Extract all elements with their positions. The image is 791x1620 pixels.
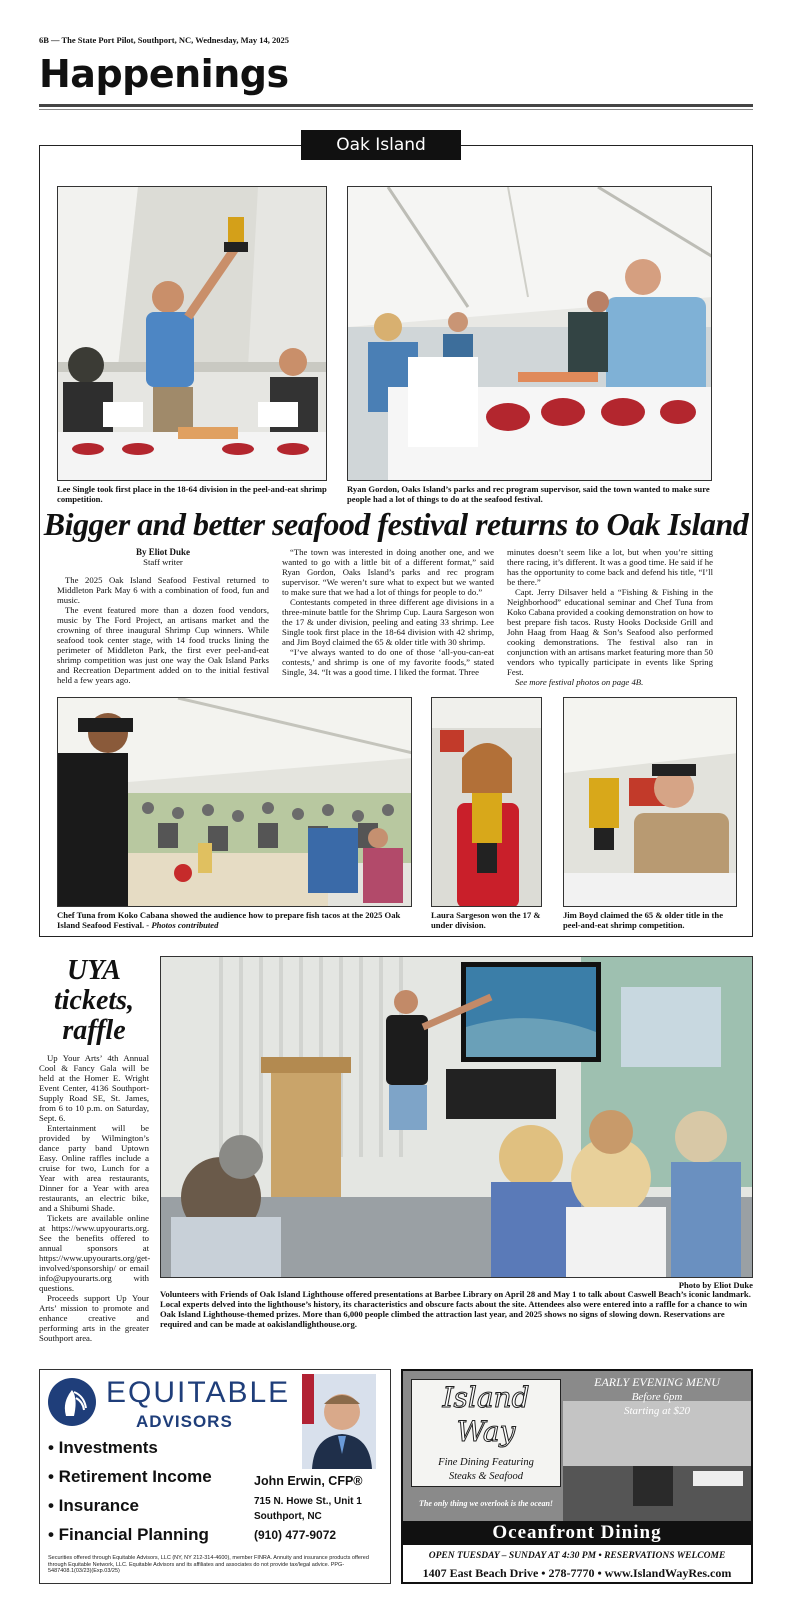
island-way-tag2: Steaks & Seafood: [448, 1471, 524, 1482]
story-headline: Bigger and better seafood festival returns to Oak Island: [43, 506, 749, 542]
island-way-slogan: The only thing we overlook is the ocean!: [419, 1499, 553, 1508]
caption-chef-text: Chef Tuna from Koko Cabana showed the audience how to prepare fish tacos at the 2025 Oak Island Seafood Festival.: [57, 910, 401, 930]
oceanfront-banner: Oceanfront Dining: [403, 1521, 751, 1545]
island-way-logo-line1: Island: [442, 1381, 530, 1414]
photo-jim-boyd: [563, 697, 737, 907]
caption-lee-single: Lee Single took first place in the 18-64 division in the peel-and-eat shrimp competition.: [57, 484, 327, 504]
advisor-portrait: [302, 1374, 376, 1469]
paragraph: “I’ve always wanted to do one of those ‘all-you-can-eat contests,’ and shrimp is one of my favorite foods,” stated Single, 34. “It was a good time. I liked the format. Three: [282, 647, 494, 677]
caption-laura: Laura Sargeson won the 17 & under division.: [431, 910, 541, 930]
article-column-2: [282, 547, 494, 677]
uya-headline: UYA tickets, raffle: [53, 955, 135, 1046]
equitable-logo-icon: [48, 1378, 96, 1426]
advisor-name: John Erwin, CFP®: [254, 1474, 363, 1488]
bullet-insurance: • Insurance: [48, 1496, 139, 1515]
paragraph: Entertainment will be provided by Wilmington’s dance party band Uptown Easy. Online raffles include a cruise for two, Lunch for a Year with area restaurants, Dinner for a Year with area restaurants, an electric bike, and a Shibumi Shade.: [39, 1123, 149, 1213]
byline-role: Staff writer: [143, 557, 183, 567]
photo-credit: - Photos contributed: [144, 920, 219, 930]
section-tag: Oak Island: [301, 130, 461, 160]
article-column-3: [507, 547, 713, 687]
byline: By Eliot Duke: [135, 547, 190, 557]
paragraph: The event featured more than a dozen food vendors, music by The Ford Project, an artisans market and the crowning of three inaugural Shrimp Cup winners. While seafood took center stage, with 14 food trucks lining the perimeter of Middleton Park, the first ever peel-and-eat shrimp competition was just one way the Oak Island Parks and Recreation Department added on to the initial festival held a few years ago.: [57, 605, 269, 685]
advisor-address-2: Southport, NC: [254, 1511, 322, 1522]
island-way-contact[interactable]: 1407 East Beach Drive • 278-7770 • www.IslandWayRes.com: [422, 1566, 732, 1580]
paragraph: minutes doesn’t seem like a lot, but when you’re sitting there racing, it’s different. It was a good time. He said if he has the opportunity to come back and defend his title, “I’ll be there.”: [507, 547, 713, 587]
equitable-sub: ADVISORS: [136, 1412, 233, 1431]
photo-chef-tuna: [57, 697, 412, 907]
early-menu-line1: Before 6pm: [631, 1391, 683, 1403]
ad-island-way[interactable]: [401, 1369, 753, 1584]
paragraph: “The town was interested in doing another one, and we wanted to go with a little bit of a different format,” said Ryan Gordon, Oaks Island’s parks and rec program supervisor. “We weren’t sure what to expect but we wanted to make sure that we had a lot of things for people to do.”: [282, 547, 494, 597]
island-way-tag1: Fine Dining Featuring: [438, 1457, 534, 1468]
ad-equitable[interactable]: [39, 1369, 391, 1584]
paragraph: Tickets are available online at https://www.upyourarts.org. See the benefits offered to annual sponsors at https://www.upyourarts.org/get-involved/sponsorship/ or email info@upyourarts.org with questions.: [39, 1213, 151, 1293]
photo-lighthouse-presentation: [160, 956, 753, 1278]
see-more-link[interactable]: See more festival photos on page 4B.: [515, 677, 644, 687]
bullet-retirement: • Retirement Income: [48, 1467, 212, 1486]
paragraph: Contestants competed in three different age divisions in a three-minute battle for the Shrimp Cup. Laura Sargeson won the 17 & under division, peeling and eating 33 shrimp. Lee Single took first place in the 18-64 division with 42 shrimp, and Jim Boyd claimed the 65 & older title with 30 shrimp.: [282, 597, 494, 647]
folio-line: 6B — The State Port Pilot, Southport, NC, Wednesday, May 14, 2025: [39, 35, 289, 45]
header-rule-thin: [39, 109, 753, 110]
bullet-investments: • Investments: [48, 1438, 158, 1457]
advisor-address-1: 715 N. Howe St., Unit 1: [254, 1496, 362, 1507]
uya-article: [39, 1053, 149, 1343]
photo-tent-competition: [347, 186, 712, 481]
ad-disclaimer: Securities offered through Equitable Advisors, LLC (NY, NY 212-314-4600), member FINRA. Annuity and insurance products offered through Equitable Network, LLC. Equitable Advisors and its affiliates and associates do not provide tax/legal advice. PPG-5487408.1(03/23)(Exp.03/25): [48, 1555, 369, 1574]
early-menu-title: EARLY EVENING MENU: [594, 1375, 720, 1389]
paragraph: Up Your Arts’ 4th Annual Cool & Fancy Gala will be held at the Homer E. Wright Event Center, 4136 Southport-Supply Road SE, St. James, from 6 to 10 p.m. on Saturday, Sept. 6.: [39, 1053, 149, 1123]
early-menu-line2: Starting at $20: [623, 1405, 690, 1417]
paragraph: Proceeds support Up Your Arts’ mission to promote and enhance creative and performing arts in the greater Southport area.: [39, 1293, 149, 1343]
paragraph: The 2025 Oak Island Seafood Festival returned to Middleton Park May 6 with a combination of food, fun and music.: [57, 575, 269, 605]
equitable-brand: EQUITABLE: [106, 1376, 291, 1409]
photo-credit-lighthouse: Photo by Eliot Duke: [678, 1280, 753, 1290]
caption-jim: Jim Boyd claimed the 65 & older title in the peel-and-eat shrimp competition.: [563, 910, 724, 930]
island-way-logo-line2: Way: [456, 1415, 516, 1448]
caption-chef-tuna: [57, 910, 412, 930]
paragraph: Capt. Jerry Dilsaver held a “Fishing & Fishing in the Neighborhood” educational seminar and Chef Tuna from Koko Cabana provided a cooking demonstration on how to best prepare fish tacos. Rusty Hooks Dockside Grill and John Haag from Haag & Son’s Seafood also performed cooking demonstrations. The festival also ran in conjunction with an artisans market featuring more than 50 vendors who typically participate in events like Spring Fest.: [507, 587, 713, 677]
bullet-financial-planning: • Financial Planning: [48, 1525, 209, 1544]
caption-ryan-gordon: Ryan Gordon, Oaks Island’s parks and rec program supervisor, said the town wanted to make sure people had a lot of things to do at the seafood festival.: [347, 484, 710, 504]
island-way-hours: OPEN TUESDAY – SUNDAY AT 4:30 PM • RESERVATIONS WELCOME: [428, 1551, 726, 1561]
article-column-1: [57, 547, 269, 685]
advisor-phone[interactable]: (910) 477-9072: [254, 1528, 337, 1542]
caption-lighthouse: Volunteers with Friends of Oak Island Lighthouse offered presentations at Barbee Library on April 28 and May 1 to talk about Caswell Beach’s iconic landmark. Local experts delved into the lighthouse’s history, its characteristics and obscure facts about the site. Attendees also were entered into a raffle for a chance to win Oak Island Lighthouse-themed prizes. More than 6,000 people climbed the attraction last year, and 2025 shows no signs of slowing down. Reservations are required and can be made at oakislandlighthouse.org.: [160, 1289, 751, 1329]
section-title: Happenings: [39, 52, 289, 96]
photo-lee-single: [57, 186, 327, 481]
photo-laura-sargeson: [431, 697, 542, 907]
header-rule: [39, 104, 753, 107]
